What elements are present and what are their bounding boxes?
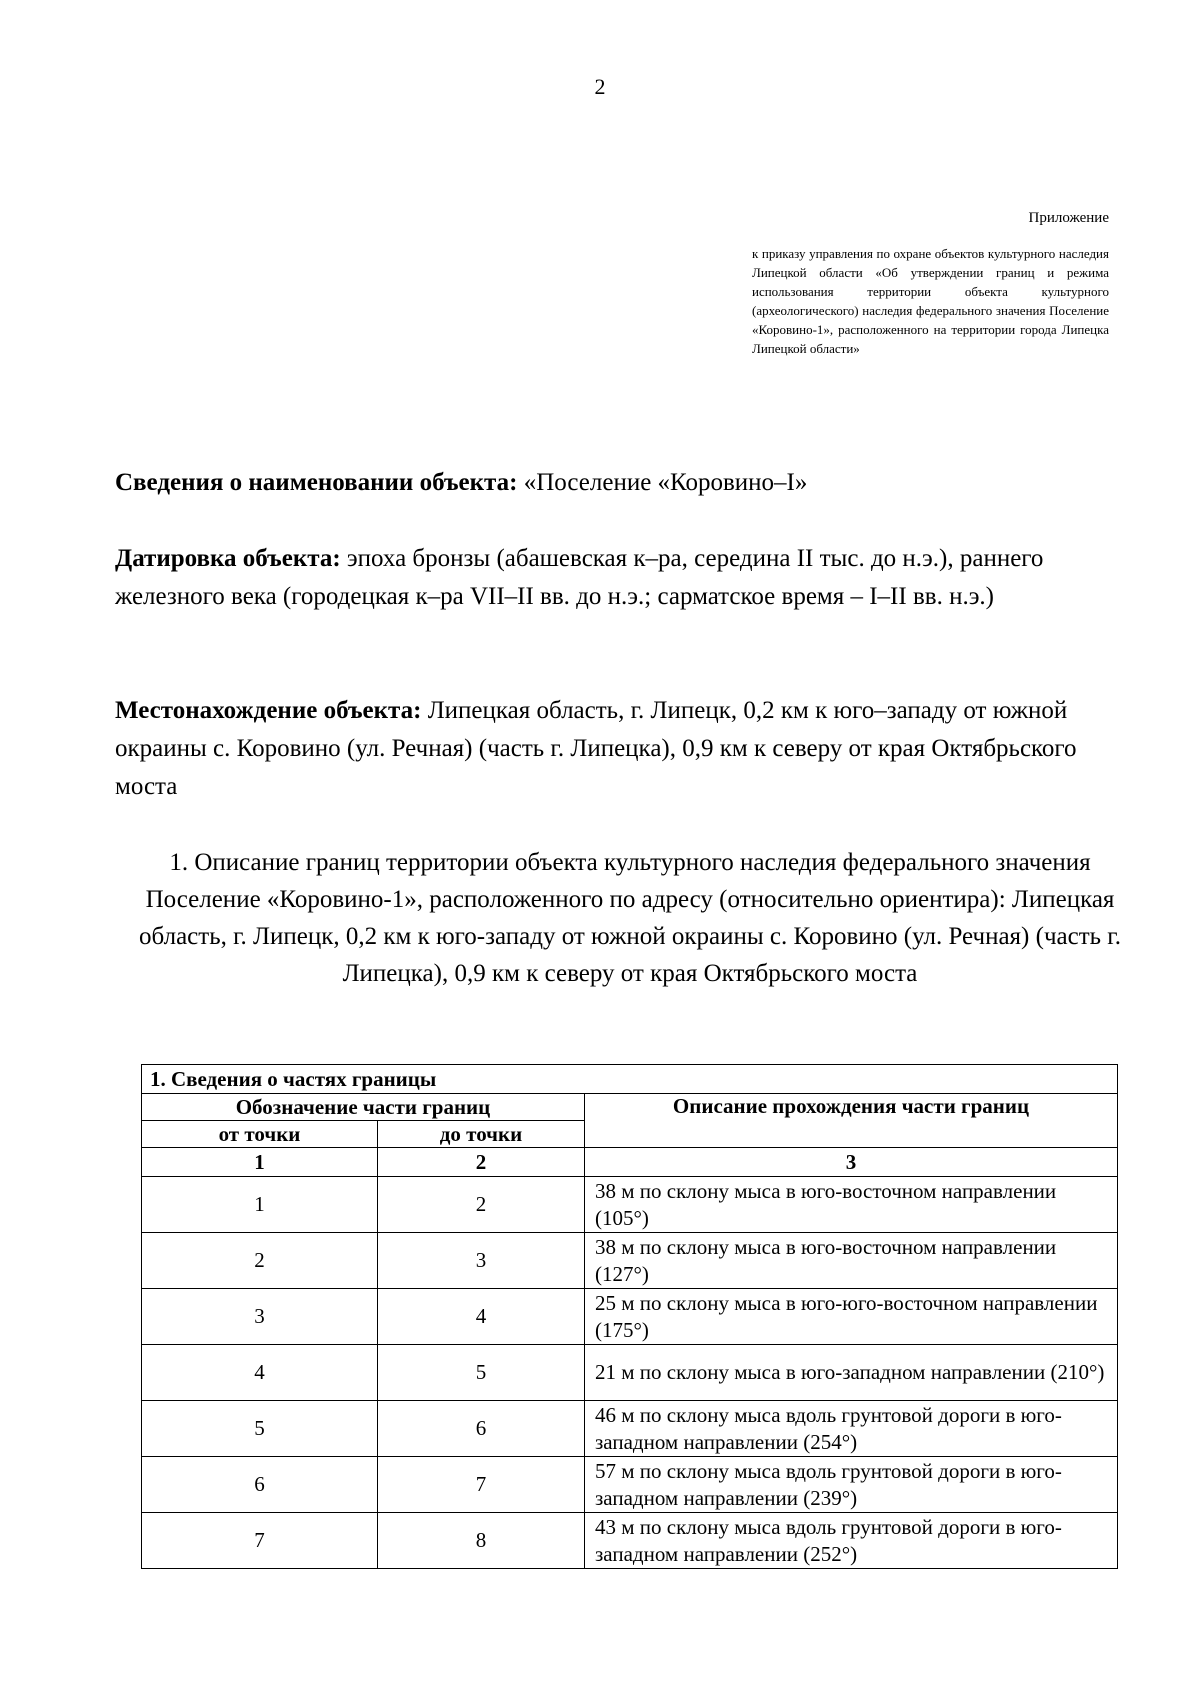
object-location-label: Местонахождение объекта: xyxy=(115,697,422,724)
table-row xyxy=(142,1513,1118,1569)
object-name-paragraph xyxy=(115,464,1135,502)
from-point: 4 xyxy=(142,1345,378,1401)
object-name-value: «Поселение «Коровино–I» xyxy=(523,469,808,496)
table-header-row xyxy=(142,1094,1118,1121)
segment-description: 38 м по склону мыса в юго-восточном направлении (127°) xyxy=(585,1233,1118,1289)
col-to-header: до точки xyxy=(378,1121,585,1148)
object-name-label: Сведения о наименовании объекта: xyxy=(115,469,518,496)
to-point: 7 xyxy=(378,1457,585,1513)
page-number: 2 xyxy=(594,74,606,99)
appendix-title: Приложение xyxy=(1028,210,1109,226)
from-point: 3 xyxy=(142,1289,378,1345)
table-row xyxy=(142,1345,1118,1401)
table-caption: 1. Сведения о частях границы xyxy=(142,1065,1118,1094)
col-number: 3 xyxy=(585,1148,1118,1177)
segment-description: 21 м по склону мыса в юго-западном направлении (210°) xyxy=(585,1345,1118,1401)
table-row xyxy=(142,1233,1118,1289)
segment-description: 46 м по склону мыса вдоль грунтовой дороги в юго-западном направлении (254°) xyxy=(585,1401,1118,1457)
table-row xyxy=(142,1289,1118,1345)
to-point: 8 xyxy=(378,1513,585,1569)
col-group-header: Обозначение части границ xyxy=(142,1094,585,1121)
table-number-row xyxy=(142,1148,1118,1177)
object-location-paragraph xyxy=(115,692,1135,806)
to-point: 3 xyxy=(378,1233,585,1289)
to-point: 2 xyxy=(378,1177,585,1233)
from-point: 5 xyxy=(142,1401,378,1457)
from-point: 2 xyxy=(142,1233,378,1289)
from-point: 7 xyxy=(142,1513,378,1569)
segment-description: 25 м по склону мыса в юго-юго-восточном направлении (175°) xyxy=(585,1289,1118,1345)
section-heading: 1. Описание границ территории объекта культурного наследия федерального значения Поселение «Коровино-1», расположенного по адресу (относительно ориентира): Липецкая область, г. Липецк, 0,2 км к юго-западу от южной окраины с. Коровино (ул. Речная) (часть г. Липецка), 0,9 км к северу от края Октябрьского моста xyxy=(139,849,1121,987)
from-point: 6 xyxy=(142,1457,378,1513)
table-row xyxy=(142,1457,1118,1513)
object-location-value: Липецкая область, г. Липецк, 0,2 км к юго–западу от южной окраины с. Коровино (ул. Речная) (часть г. Липецка), 0,9 км к северу от края Октябрьского моста xyxy=(115,697,1077,800)
from-point: 1 xyxy=(142,1177,378,1233)
col-from-header: от точки xyxy=(142,1121,378,1148)
object-dating-value: эпоха бронзы (абашевская к–ра, середина II тыс. до н.э.), раннего железного века (городецкая к–ра VII–II вв. до н.э.; сарматское время – I–II вв. н.э.) xyxy=(115,545,1044,610)
segment-description: 57 м по склону мыса вдоль грунтовой дороги в юго-западном направлении (239°) xyxy=(585,1457,1118,1513)
object-dating-paragraph xyxy=(115,540,1135,616)
appendix-text: к приказу управления по охране объектов культурного наследия Липецкой области «Об утверждении границ и режима использования территории объекта культурного (археологического) наследия федерального значения Поселение «Коровино-1», расположенного на территории города Липецка Липецкой области» xyxy=(752,246,1109,356)
segment-description: 38 м по склону мыса в юго-восточном направлении (105°) xyxy=(585,1177,1118,1233)
boundary-parts-table xyxy=(141,1064,1118,1569)
to-point: 5 xyxy=(378,1345,585,1401)
table-caption-row xyxy=(142,1065,1118,1094)
col-number: 1 xyxy=(142,1148,378,1177)
col-desc-header: Описание прохождения части границ xyxy=(585,1094,1118,1148)
to-point: 4 xyxy=(378,1289,585,1345)
to-point: 6 xyxy=(378,1401,585,1457)
object-dating-label: Датировка объекта: xyxy=(115,545,341,572)
col-number: 2 xyxy=(378,1148,585,1177)
table-row xyxy=(142,1401,1118,1457)
segment-description: 43 м по склону мыса вдоль грунтовой дороги в юго-западном направлении (252°) xyxy=(585,1513,1118,1569)
table-row xyxy=(142,1177,1118,1233)
